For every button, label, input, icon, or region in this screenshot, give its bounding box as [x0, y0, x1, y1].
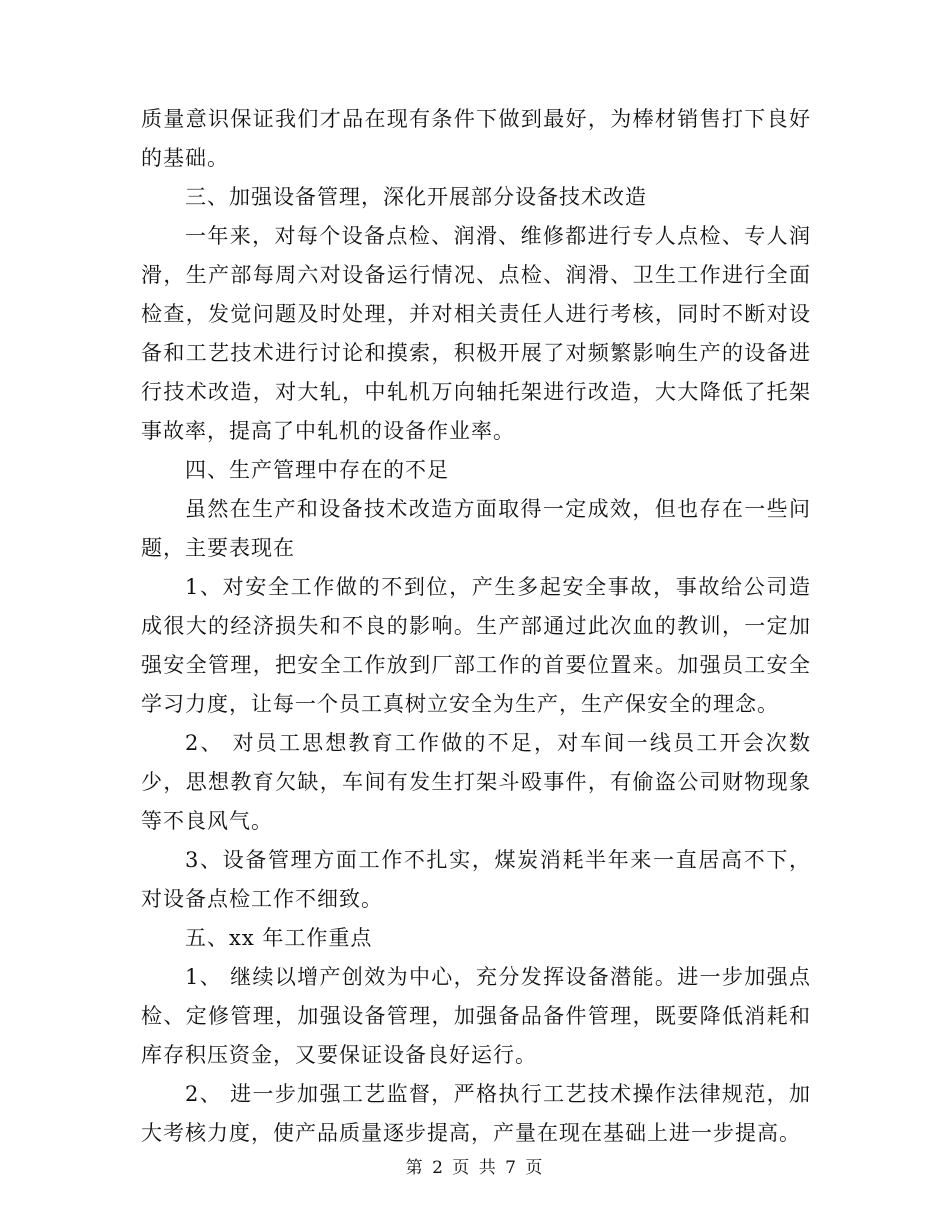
paragraph-shortcomings-intro: 虽然在生产和设备技术改造方面取得一定成效，但也存在一些问题，主要表现在 — [141, 497, 811, 560]
list-item-shortcoming-2: 2、 对员工思想教育工作做的不足，对车间一线员工开会次数少，思想教育欠缺，车间有发生打架斗殴事件，有偷盗公司财物现象等不良风气。 — [141, 731, 811, 833]
paragraph-continuation: 质量意识保证我们才品在现有条件下做到最好，为棒材销售打下良好的基础。 — [141, 107, 811, 170]
list-item-shortcoming-1: 1、对安全工作做的不到位，产生多起安全事故，事故给公司造成很大的经济损失和不良的影响。生产部通过此次血的教训，一定加强安全管理，把安全工作放到厂部工作的首要位置来。加强员工安全学习力度，让每一个员工真树立安全为生产，生产保安全的理念。 — [141, 575, 811, 716]
page-number-footer: 第 2 页 共 7 页 — [405, 1158, 545, 1178]
section-heading-5: 五、xx 年工作重点 — [185, 926, 373, 950]
section-heading-4: 四、生产管理中存在的不足 — [185, 458, 449, 482]
paragraph-equipment-management: 一年来，对每个设备点检、润滑、维修都进行专人点检、专人润滑，生产部每周六对设备运行情况、点检、润滑、卫生工作进行全面检查，发觉问题及时处理，并对相关责任人进行考核，同时不断对设备和工艺技术进行讨论和摸索，积极开展了对频繁影响生产的设备进行技术改造，对大轧，中轧机万向轴托架进行改造，大大降低了托架事故率，提高了中轧机的设备作业率。 — [141, 224, 811, 443]
document-body — [141, 100, 811, 1153]
list-item-shortcoming-3: 3、设备管理方面工作不扎实，煤炭消耗半年来一直居高不下，对设备点检工作不细致。 — [141, 848, 811, 911]
list-item-priority-2: 2、 进一步加强工艺监督，严格执行工艺技术操作法律规范，加大考核力度，使产品质量逐步提高，产量在现在基础上进一步提高。 — [141, 1082, 811, 1145]
section-heading-3: 三、加强设备管理，深化开展部分设备技术改造 — [185, 185, 647, 209]
list-item-priority-1: 1、 继续以增产创效为中心，充分发挥设备潜能。进一步加强点检、定修管理，加强设备管理，加强备品备件管理，既要降低消耗和库存积压资金，又要保证设备良好运行。 — [141, 965, 811, 1067]
